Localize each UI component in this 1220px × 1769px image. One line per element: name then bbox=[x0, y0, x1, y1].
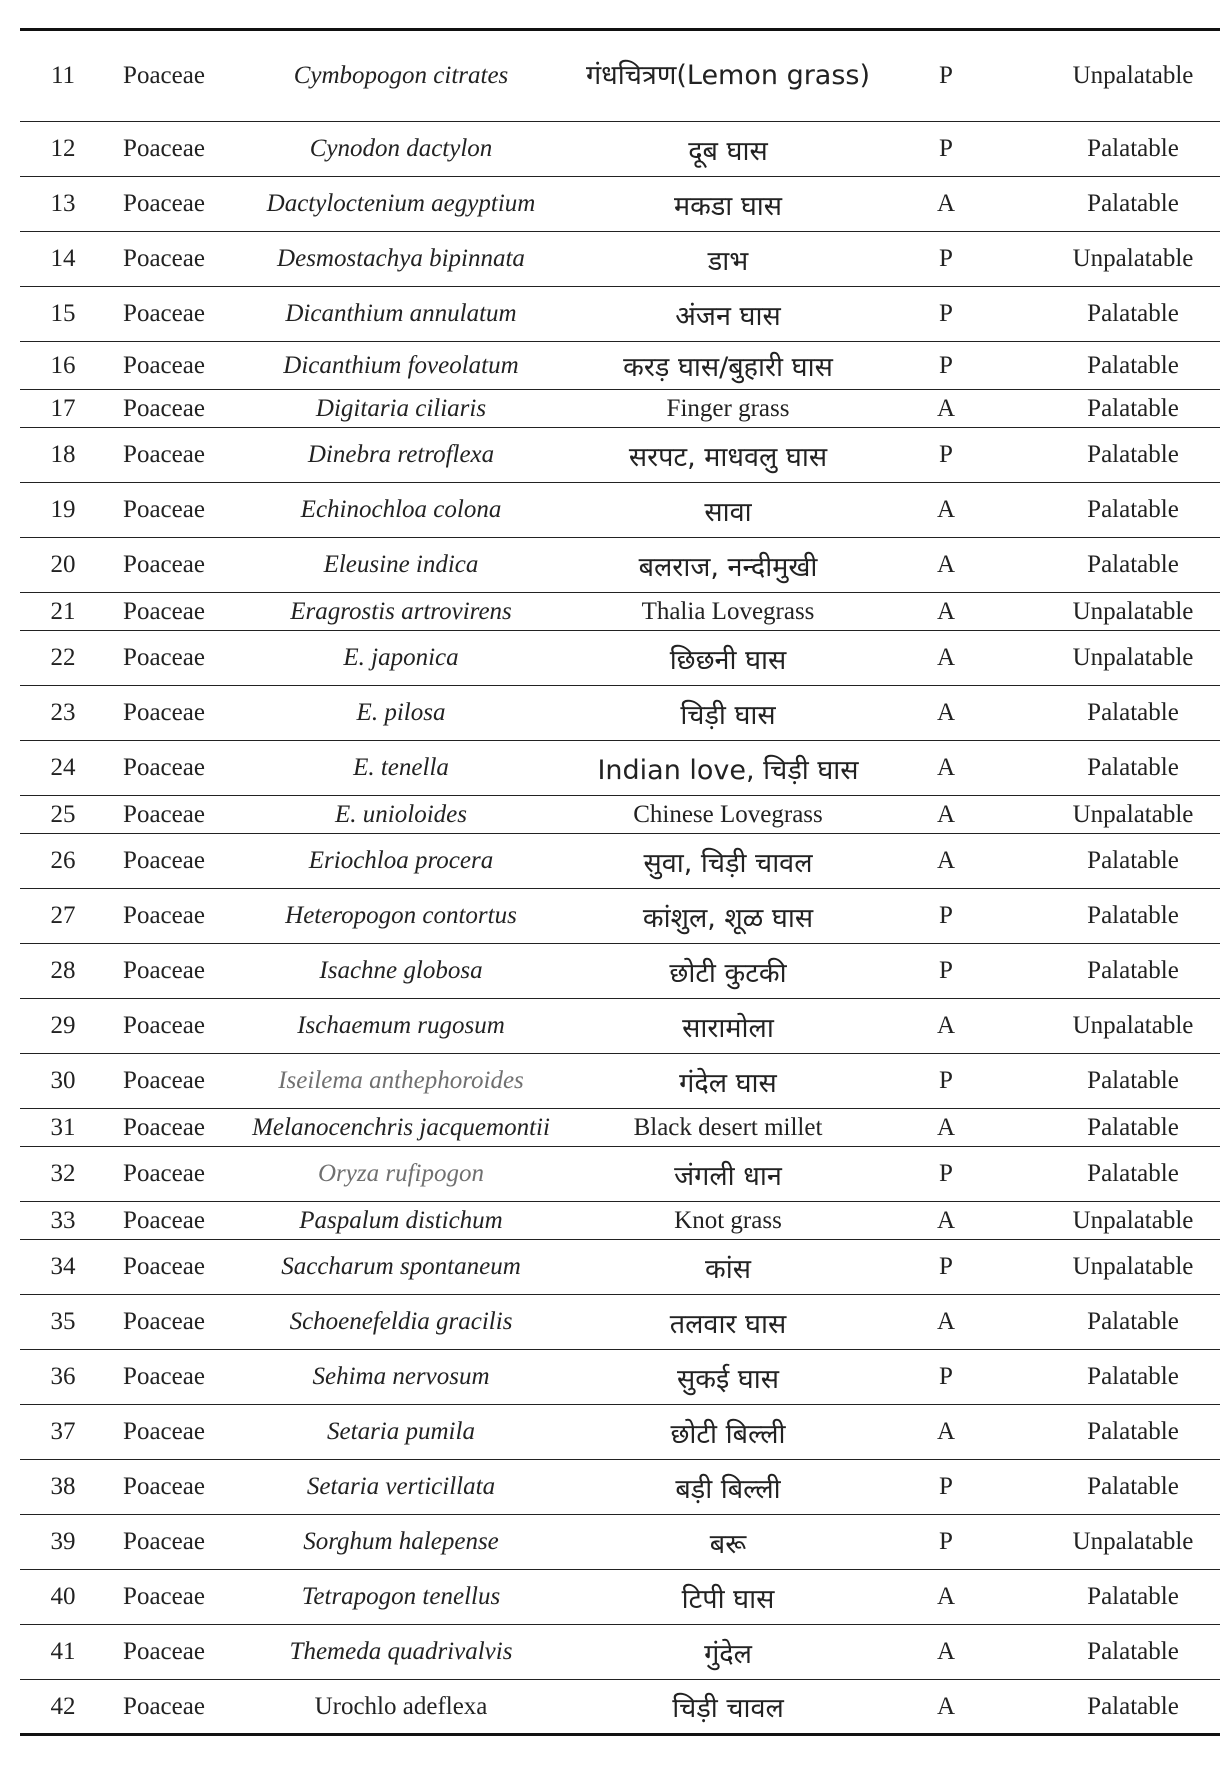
table-row bbox=[20, 1240, 1220, 1295]
family-cell: Poaceae bbox=[106, 122, 222, 177]
serial-number-cell: 18 bbox=[20, 428, 106, 483]
local-name-cell: मकडा घास bbox=[580, 177, 876, 232]
table-row bbox=[20, 1350, 1220, 1405]
table-row bbox=[20, 232, 1220, 287]
local-name-cell: चिड़ी चावल bbox=[672, 1693, 784, 1724]
table-row bbox=[20, 944, 1220, 999]
species-cell: Cynodon dactylon bbox=[222, 122, 580, 177]
family-cell: Poaceae bbox=[106, 631, 222, 686]
table-row bbox=[20, 1147, 1220, 1202]
family-cell: Poaceae bbox=[106, 1570, 222, 1625]
serial-number-cell: 14 bbox=[20, 232, 106, 287]
family-cell: Poaceae bbox=[106, 1460, 222, 1515]
local-name-cell: जंगली धान bbox=[580, 1147, 876, 1202]
local-name-cell: सुवा, चिड़ी चावल bbox=[580, 834, 876, 889]
life-form-cell: P bbox=[876, 30, 1016, 122]
local-name-cell: सुकई घास bbox=[580, 1350, 876, 1405]
species-cell: E. japonica bbox=[222, 631, 580, 686]
life-form-cell: A bbox=[876, 631, 1016, 686]
family-cell: Poaceae bbox=[106, 889, 222, 944]
local-name-cell: गंधचित्रण(Lemon grass) bbox=[580, 30, 876, 122]
palatability-cell: Palatable bbox=[1016, 483, 1220, 538]
family-cell: Poaceae bbox=[106, 1350, 222, 1405]
family-cell: Poaceae bbox=[106, 390, 222, 428]
family-cell: Poaceae bbox=[106, 999, 222, 1054]
serial-number-cell: 40 bbox=[20, 1570, 106, 1625]
life-form-cell: P bbox=[876, 1147, 1016, 1202]
palatability-cell: Unpalatable bbox=[1016, 1240, 1220, 1295]
local-name-cell: करड़ घास/बुहारी घास bbox=[580, 342, 876, 390]
species-cell: E. tenella bbox=[222, 741, 580, 796]
life-form-cell: A bbox=[876, 999, 1016, 1054]
species-cell: Themeda quadrivalvis bbox=[222, 1625, 580, 1680]
species-cell: Sehima nervosum bbox=[222, 1350, 580, 1405]
table-row bbox=[20, 1295, 1220, 1350]
family-cell: Poaceae bbox=[106, 483, 222, 538]
table-row bbox=[20, 390, 1220, 428]
local-name-cell: चिड़ी घास bbox=[580, 686, 876, 741]
palatability-cell: Unpalatable bbox=[1016, 30, 1220, 122]
species-cell: Dicanthium foveolatum bbox=[222, 342, 580, 390]
local-name-cell: सारामोला bbox=[580, 999, 876, 1054]
serial-number-cell: 35 bbox=[20, 1295, 106, 1350]
life-form-cell: P bbox=[876, 1460, 1016, 1515]
local-name-cell: Thalia Lovegrass bbox=[580, 593, 876, 631]
family-cell: Poaceae bbox=[106, 1054, 222, 1109]
life-form-cell: A bbox=[936, 1692, 956, 1720]
table-row bbox=[20, 1202, 1220, 1240]
species-cell: Urochlo adeflexa bbox=[314, 1692, 488, 1720]
serial-number-cell: 20 bbox=[20, 538, 106, 593]
table-row bbox=[20, 342, 1220, 390]
life-form-cell: A bbox=[876, 1405, 1016, 1460]
palatability-cell: Unpalatable bbox=[1016, 1515, 1220, 1570]
table-row bbox=[20, 999, 1220, 1054]
local-name-cell: सरपट, माधवलु घास bbox=[580, 428, 876, 483]
life-form-cell: P bbox=[876, 287, 1016, 342]
serial-number-cell: 29 bbox=[20, 999, 106, 1054]
life-form-cell: P bbox=[876, 232, 1016, 287]
family-cell: Poaceae bbox=[106, 593, 222, 631]
family-cell: Poaceae bbox=[123, 1692, 205, 1720]
life-form-cell: A bbox=[876, 1202, 1016, 1240]
local-name-cell: तलवार घास bbox=[580, 1295, 876, 1350]
family-cell: Poaceae bbox=[106, 538, 222, 593]
life-form-cell: A bbox=[876, 796, 1016, 834]
local-name-cell: बलराज, नन्दीमुखी bbox=[580, 538, 876, 593]
serial-number-cell: 32 bbox=[20, 1147, 106, 1202]
local-name-cell: अंजन घास bbox=[580, 287, 876, 342]
local-name-cell: Indian love, चिड़ी घास bbox=[580, 741, 876, 796]
family-cell: Poaceae bbox=[106, 1240, 222, 1295]
species-cell: Ischaemum rugosum bbox=[222, 999, 580, 1054]
life-form-cell: P bbox=[876, 122, 1016, 177]
serial-number-cell: 23 bbox=[20, 686, 106, 741]
life-form-cell: A bbox=[876, 1295, 1016, 1350]
family-cell: Poaceae bbox=[106, 30, 222, 122]
table-row bbox=[20, 1460, 1220, 1515]
table-row bbox=[20, 741, 1220, 796]
table-row bbox=[20, 30, 1220, 122]
family-cell: Poaceae bbox=[106, 796, 222, 834]
local-name-cell: छिछनी घास bbox=[580, 631, 876, 686]
table-row bbox=[20, 796, 1220, 834]
table-row bbox=[20, 889, 1220, 944]
local-name-cell: सावा bbox=[580, 483, 876, 538]
serial-number-cell: 33 bbox=[20, 1202, 106, 1240]
palatability-cell: Unpalatable bbox=[1016, 999, 1220, 1054]
local-name-cell: डाभ bbox=[580, 232, 876, 287]
family-cell: Poaceae bbox=[106, 1515, 222, 1570]
palatability-cell: Palatable bbox=[1016, 1109, 1220, 1147]
serial-number-cell: 28 bbox=[20, 944, 106, 999]
life-form-cell: A bbox=[876, 538, 1016, 593]
local-name-cell: गंदेल घास bbox=[580, 1054, 876, 1109]
species-table bbox=[20, 28, 1220, 1736]
serial-number-cell: 42 bbox=[50, 1692, 76, 1720]
palatability-cell: Palatable bbox=[1016, 342, 1220, 390]
table-row bbox=[20, 428, 1220, 483]
serial-number-cell: 11 bbox=[20, 30, 106, 122]
species-cell: Oryza rufipogon bbox=[222, 1147, 580, 1202]
palatability-cell: Palatable bbox=[1016, 741, 1220, 796]
life-form-cell: A bbox=[876, 1625, 1016, 1680]
life-form-cell: P bbox=[876, 944, 1016, 999]
serial-number-cell: 21 bbox=[20, 593, 106, 631]
palatability-cell: Palatable bbox=[1087, 1692, 1179, 1720]
species-cell: Saccharum spontaneum bbox=[222, 1240, 580, 1295]
table-row bbox=[20, 122, 1220, 177]
serial-number-cell: 16 bbox=[20, 342, 106, 390]
table-row bbox=[20, 1405, 1220, 1460]
serial-number-cell: 17 bbox=[20, 390, 106, 428]
serial-number-cell: 30 bbox=[20, 1054, 106, 1109]
serial-number-cell: 27 bbox=[20, 889, 106, 944]
species-cell: Isachne globosa bbox=[222, 944, 580, 999]
table-row bbox=[20, 593, 1220, 631]
palatability-cell: Palatable bbox=[1016, 1054, 1220, 1109]
life-form-cell: A bbox=[876, 686, 1016, 741]
life-form-cell: A bbox=[876, 483, 1016, 538]
species-cell: Dactyloctenium aegyptium bbox=[222, 177, 580, 232]
species-cell: Schoenefeldia gracilis bbox=[222, 1295, 580, 1350]
family-cell: Poaceae bbox=[106, 944, 222, 999]
species-table-page bbox=[20, 28, 1202, 1736]
life-form-cell: P bbox=[876, 1054, 1016, 1109]
palatability-cell: Palatable bbox=[1016, 1295, 1220, 1350]
species-cell: Sorghum halepense bbox=[222, 1515, 580, 1570]
palatability-cell: Palatable bbox=[1016, 390, 1220, 428]
serial-number-cell: 19 bbox=[20, 483, 106, 538]
table-row bbox=[20, 834, 1220, 889]
table-row bbox=[20, 538, 1220, 593]
palatability-cell: Palatable bbox=[1016, 1147, 1220, 1202]
table-row bbox=[20, 1109, 1220, 1147]
serial-number-cell: 36 bbox=[20, 1350, 106, 1405]
local-name-cell: छोटी बिल्ली bbox=[580, 1405, 876, 1460]
local-name-cell: Knot grass bbox=[580, 1202, 876, 1240]
life-form-cell: P bbox=[876, 1350, 1016, 1405]
palatability-cell: Palatable bbox=[1016, 287, 1220, 342]
palatability-cell: Palatable bbox=[1016, 1460, 1220, 1515]
species-cell: Eragrostis artrovirens bbox=[222, 593, 580, 631]
serial-number-cell: 15 bbox=[20, 287, 106, 342]
palatability-cell: Unpalatable bbox=[1016, 232, 1220, 287]
palatability-cell: Palatable bbox=[1016, 122, 1220, 177]
table-row bbox=[20, 1570, 1220, 1625]
local-name-cell: Finger grass bbox=[580, 390, 876, 428]
life-form-cell: P bbox=[876, 1240, 1016, 1295]
table-row bbox=[20, 1625, 1220, 1680]
table-row bbox=[20, 287, 1220, 342]
local-name-cell: Chinese Lovegrass bbox=[580, 796, 876, 834]
palatability-cell: Palatable bbox=[1016, 428, 1220, 483]
serial-number-cell: 24 bbox=[20, 741, 106, 796]
table-row bbox=[20, 1515, 1220, 1570]
species-cell: Eleusine indica bbox=[222, 538, 580, 593]
life-form-cell: A bbox=[876, 593, 1016, 631]
life-form-cell: A bbox=[876, 1570, 1016, 1625]
palatability-cell: Palatable bbox=[1016, 834, 1220, 889]
local-name-cell: गुंदेल bbox=[580, 1625, 876, 1680]
palatability-cell: Palatable bbox=[1016, 1405, 1220, 1460]
local-name-cell: छोटी कुटकी bbox=[580, 944, 876, 999]
family-cell: Poaceae bbox=[106, 1109, 222, 1147]
species-cell: Digitaria ciliaris bbox=[222, 390, 580, 428]
local-name-cell: बरू bbox=[580, 1515, 876, 1570]
life-form-cell: A bbox=[876, 834, 1016, 889]
life-form-cell: A bbox=[876, 1109, 1016, 1147]
serial-number-cell: 39 bbox=[20, 1515, 106, 1570]
palatability-cell: Palatable bbox=[1016, 1625, 1220, 1680]
table-row bbox=[20, 177, 1220, 232]
species-cell: Heteropogon contortus bbox=[222, 889, 580, 944]
serial-number-cell: 22 bbox=[20, 631, 106, 686]
life-form-cell: P bbox=[876, 889, 1016, 944]
serial-number-cell: 37 bbox=[20, 1405, 106, 1460]
serial-number-cell: 26 bbox=[20, 834, 106, 889]
palatability-cell: Palatable bbox=[1016, 1570, 1220, 1625]
local-name-cell: कांशुल, शूळ घास bbox=[580, 889, 876, 944]
palatability-cell: Unpalatable bbox=[1016, 1202, 1220, 1240]
family-cell: Poaceae bbox=[106, 741, 222, 796]
species-cell: E. pilosa bbox=[222, 686, 580, 741]
table-row bbox=[20, 1680, 1220, 1735]
palatability-cell: Palatable bbox=[1016, 538, 1220, 593]
life-form-cell: P bbox=[876, 428, 1016, 483]
life-form-cell: P bbox=[876, 1515, 1016, 1570]
palatability-cell: Palatable bbox=[1016, 944, 1220, 999]
table-row bbox=[20, 686, 1220, 741]
species-cell: Tetrapogon tenellus bbox=[222, 1570, 580, 1625]
serial-number-cell: 34 bbox=[20, 1240, 106, 1295]
serial-number-cell: 13 bbox=[20, 177, 106, 232]
family-cell: Poaceae bbox=[106, 686, 222, 741]
serial-number-cell: 25 bbox=[20, 796, 106, 834]
family-cell: Poaceae bbox=[106, 342, 222, 390]
palatability-cell: Palatable bbox=[1016, 177, 1220, 232]
local-name-cell: कांस bbox=[580, 1240, 876, 1295]
family-cell: Poaceae bbox=[106, 1295, 222, 1350]
species-cell: E. unioloides bbox=[222, 796, 580, 834]
table-row bbox=[20, 1054, 1220, 1109]
palatability-cell: Palatable bbox=[1016, 1350, 1220, 1405]
serial-number-cell: 41 bbox=[20, 1625, 106, 1680]
species-cell: Dicanthium annulatum bbox=[222, 287, 580, 342]
table-row bbox=[20, 631, 1220, 686]
local-name-cell: Black desert millet bbox=[580, 1109, 876, 1147]
species-cell: Paspalum distichum bbox=[222, 1202, 580, 1240]
local-name-cell: दूब घास bbox=[580, 122, 876, 177]
species-cell: Iseilema anthephoroides bbox=[222, 1054, 580, 1109]
species-cell: Echinochloa colona bbox=[222, 483, 580, 538]
family-cell: Poaceae bbox=[106, 177, 222, 232]
palatability-cell: Palatable bbox=[1016, 889, 1220, 944]
species-cell: Desmostachya bipinnata bbox=[222, 232, 580, 287]
species-cell: Melanocenchris jacquemontii bbox=[222, 1109, 580, 1147]
family-cell: Poaceae bbox=[106, 1147, 222, 1202]
family-cell: Poaceae bbox=[106, 1405, 222, 1460]
species-cell: Dinebra retroflexa bbox=[222, 428, 580, 483]
life-form-cell: P bbox=[876, 342, 1016, 390]
species-cell: Setaria verticillata bbox=[222, 1460, 580, 1515]
family-cell: Poaceae bbox=[106, 1625, 222, 1680]
serial-number-cell: 38 bbox=[20, 1460, 106, 1515]
life-form-cell: A bbox=[876, 741, 1016, 796]
life-form-cell: A bbox=[876, 177, 1016, 232]
species-cell: Eriochloa procera bbox=[222, 834, 580, 889]
family-cell: Poaceae bbox=[106, 428, 222, 483]
family-cell: Poaceae bbox=[106, 232, 222, 287]
family-cell: Poaceae bbox=[106, 287, 222, 342]
family-cell: Poaceae bbox=[106, 834, 222, 889]
palatability-cell: Unpalatable bbox=[1016, 796, 1220, 834]
serial-number-cell: 31 bbox=[20, 1109, 106, 1147]
palatability-cell: Palatable bbox=[1016, 686, 1220, 741]
serial-number-cell: 12 bbox=[20, 122, 106, 177]
species-cell: Cymbopogon citrates bbox=[222, 30, 580, 122]
local-name-cell: बड़ी बिल्ली bbox=[580, 1460, 876, 1515]
table-row bbox=[20, 483, 1220, 538]
palatability-cell: Unpalatable bbox=[1016, 593, 1220, 631]
palatability-cell: Unpalatable bbox=[1016, 631, 1220, 686]
family-cell: Poaceae bbox=[106, 1202, 222, 1240]
life-form-cell: A bbox=[876, 390, 1016, 428]
local-name-cell: टिपी घास bbox=[580, 1570, 876, 1625]
species-cell: Setaria pumila bbox=[222, 1405, 580, 1460]
